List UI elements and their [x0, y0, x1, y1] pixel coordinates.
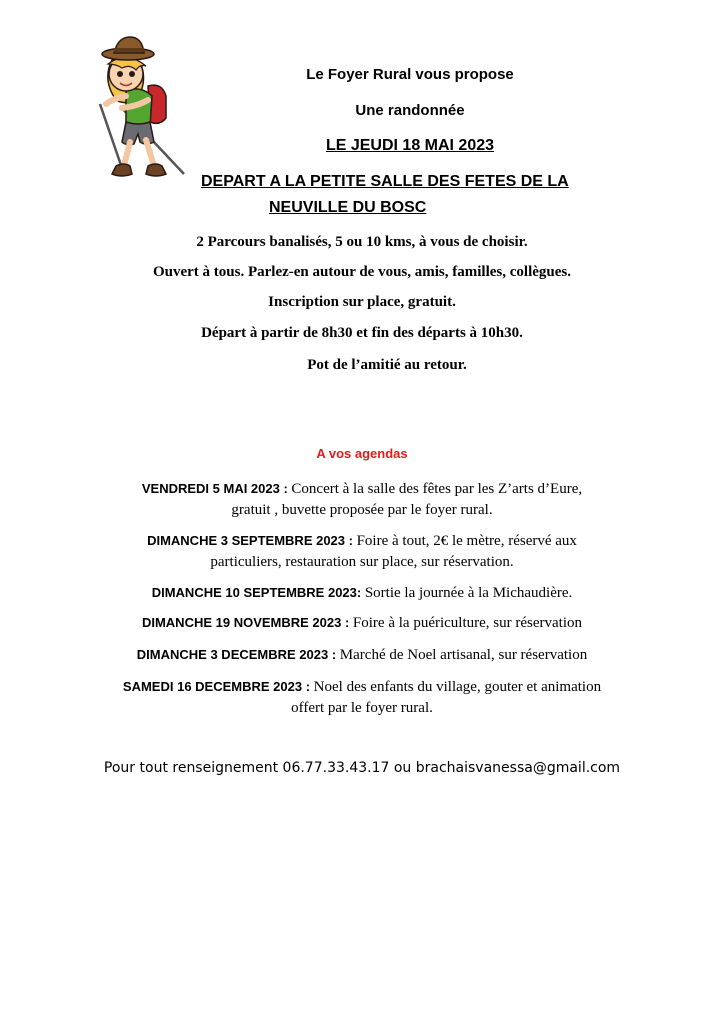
event-description: Concert à la salle des fêtes par les Z’arts d’Eure, — [291, 481, 583, 497]
event-type: Une randonnée — [355, 102, 465, 119]
event-description: Foire à la puériculture, sur réservation — [352, 615, 583, 631]
event-description: Noel des enfants du village, gouter et animation — [313, 679, 602, 695]
agenda-title: A vos agendas — [316, 446, 408, 461]
agenda-event — [0, 676, 724, 719]
info-depart: Départ à partir de 8h30 et fin des départs à 10h30. — [201, 325, 523, 341]
event-description-cont: particuliers, restauration sur place, sur réservation. — [210, 554, 514, 570]
agenda-event — [0, 612, 724, 634]
info-inscription: Inscription sur place, gratuit. — [268, 294, 456, 310]
info-pot: Pot de l’amitié au retour. — [307, 357, 467, 373]
event-date-label: DIMANCHE 3 SEPTEMBRE 2023 : — [147, 533, 357, 548]
departure-line-2: NEUVILLE DU BOSC — [269, 199, 427, 216]
agenda-event — [0, 644, 724, 666]
event-description: Marché de Noel artisanal, sur réservation — [339, 647, 588, 663]
info-parcours: 2 Parcours banalisés, 5 ou 10 kms, à vous de choisir. — [196, 234, 528, 250]
event-description-cont: gratuit , buvette proposée par le foyer rural. — [231, 502, 493, 518]
agenda-event — [0, 478, 724, 521]
contact-line: Pour tout renseignement 06.77.33.43.17 ou brachaisvanessa@gmail.com — [103, 760, 621, 776]
event-description: Foire à tout, 2€ le mètre, réservé aux — [356, 533, 577, 549]
intro-line: Le Foyer Rural vous propose — [306, 66, 514, 83]
agenda-event — [0, 530, 724, 573]
departure-line-1: DEPART A LA PETITE SALLE DES FETES DE LA — [201, 173, 569, 190]
event-description: Sortie la journée à la Michaudière. — [364, 585, 573, 601]
event-date-label: SAMEDI 16 DECEMBRE 2023 : — [122, 679, 314, 694]
event-description-cont: offert par le foyer rural. — [291, 700, 433, 716]
event-date-label: VENDREDI 5 MAI 2023 : — [141, 481, 292, 496]
event-date-label: DIMANCHE 3 DECEMBRE 2023 : — [136, 647, 340, 662]
event-date: LE JEUDI 18 MAI 2023 — [325, 137, 495, 154]
event-date-label: DIMANCHE 19 NOVEMBRE 2023 : — [141, 615, 353, 630]
agenda-event — [0, 582, 724, 604]
info-ouvert: Ouvert à tous. Parlez-en autour de vous, amis, familles, collègues. — [152, 264, 571, 280]
event-date-label: DIMANCHE 10 SEPTEMBRE 2023: — [151, 585, 365, 600]
